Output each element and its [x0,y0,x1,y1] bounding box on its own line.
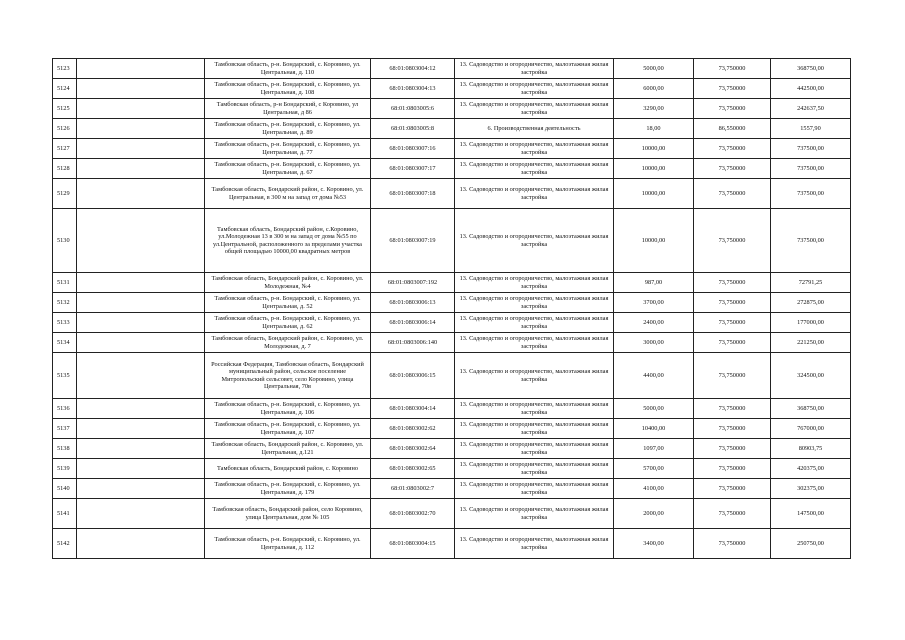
cadastral-number-cell: 68:01:0803007:18 [371,179,455,209]
table-row [53,313,851,333]
area-cell: 5000,00 [614,59,694,79]
table-row [53,159,851,179]
empty-cell [77,399,205,419]
cadastral-number-cell: 68:01:0803002:62 [371,419,455,439]
table-row [53,79,851,99]
area-cell: 6000,00 [614,79,694,99]
address-cell: Тамбовская область, р-н Бондарский, с Коровино, ул Центральная, д 86 [205,99,371,119]
cadastral-number-cell: 68:01:0803005:6 [371,99,455,119]
land-use-cell: 13. Садоводство и огородничество, малоэтажная жилая застройка [455,209,614,273]
cadastral-value-cell: 302375,00 [771,479,851,499]
address-cell: Тамбовская область, р-н. Бондарский, с. Коровино, ул. Центральная, д. 179 [205,479,371,499]
row-number: 5131 [53,273,77,293]
specific-value-cell: 73,750000 [694,139,771,159]
cadastral-value-cell: 767000,00 [771,419,851,439]
land-use-cell: 13. Садоводство и огородничество, малоэтажная жилая застройка [455,293,614,313]
specific-value-cell: 86,550000 [694,119,771,139]
area-cell: 3290,00 [614,99,694,119]
address-cell: Тамбовская область, р-н. Бондарский, с. Коровино, ул. Центральная, д. 108 [205,79,371,99]
specific-value-cell: 73,750000 [694,179,771,209]
cadastral-number-cell: 68:01:0803002:65 [371,459,455,479]
land-use-cell: 13. Садоводство и огородничество, малоэтажная жилая застройка [455,59,614,79]
land-use-cell: 13. Садоводство и огородничество, малоэтажная жилая застройка [455,99,614,119]
cadastral-number-cell: 68:01:0803002:7 [371,479,455,499]
row-number: 5133 [53,313,77,333]
cadastral-value-cell: 147500,00 [771,499,851,529]
address-cell: Тамбовская область, р-н. Бондарский, с. Коровино, ул. Центральная, д. 77 [205,139,371,159]
cadastral-value-cell: 737500,00 [771,179,851,209]
row-number: 5125 [53,99,77,119]
area-cell: 5700,00 [614,459,694,479]
area-cell: 4100,00 [614,479,694,499]
cadastral-value-cell: 368750,00 [771,399,851,419]
cadastral-number-cell: 68:01:0803007:17 [371,159,455,179]
specific-value-cell: 73,750000 [694,439,771,459]
row-number: 5136 [53,399,77,419]
row-number: 5140 [53,479,77,499]
area-cell: 4400,00 [614,353,694,399]
row-number: 5139 [53,459,77,479]
land-use-cell: 13. Садоводство и огородничество, малоэтажная жилая застройка [455,499,614,529]
cadastral-number-cell: 68:01:0803007:19 [371,209,455,273]
cadastral-number-cell: 68:01:0803006:14 [371,313,455,333]
table-row [53,119,851,139]
empty-cell [77,479,205,499]
empty-cell [77,59,205,79]
land-use-cell: 6. Производственная деятельность [455,119,614,139]
empty-cell [77,529,205,559]
empty-cell [77,273,205,293]
empty-cell [77,79,205,99]
specific-value-cell: 73,750000 [694,399,771,419]
area-cell: 5000,00 [614,399,694,419]
row-number: 5142 [53,529,77,559]
table-row [53,333,851,353]
row-number: 5126 [53,119,77,139]
cadastral-number-cell: 68:01:0803006:15 [371,353,455,399]
address-cell: Тамбовская область, р-н. Бондарский, с. Коровино, ул. Центральная, д. 106 [205,399,371,419]
area-cell: 2000,00 [614,499,694,529]
cadastral-value-cell: 177000,00 [771,313,851,333]
area-cell: 1097,00 [614,439,694,459]
area-cell: 3400,00 [614,529,694,559]
cadastral-value-cell: 442500,00 [771,79,851,99]
land-use-cell: 13. Садоводство и огородничество, малоэтажная жилая застройка [455,353,614,399]
specific-value-cell: 73,750000 [694,209,771,273]
cadastral-number-cell: 68:01:0803005:8 [371,119,455,139]
cadastral-number-cell: 68:01:0803004:14 [371,399,455,419]
specific-value-cell: 73,750000 [694,313,771,333]
cadastral-value-cell: 737500,00 [771,139,851,159]
table-row [53,353,851,399]
specific-value-cell: 73,750000 [694,459,771,479]
specific-value-cell: 73,750000 [694,99,771,119]
land-use-cell: 13. Садоводство и огородничество, малоэтажная жилая застройка [455,529,614,559]
cadastral-number-cell: 68:01:0803002:70 [371,499,455,529]
row-number: 5132 [53,293,77,313]
area-cell: 18,00 [614,119,694,139]
table-row [53,529,851,559]
cadastral-value-cell: 324500,00 [771,353,851,399]
row-number: 5138 [53,439,77,459]
land-use-cell: 13. Садоводство и огородничество, малоэтажная жилая застройка [455,159,614,179]
row-number: 5141 [53,499,77,529]
cadastral-value-cell: 72791,25 [771,273,851,293]
empty-cell [77,333,205,353]
empty-cell [77,313,205,333]
address-cell: Тамбовская область, р-н. Бондарский, с. Коровино, ул. Центральная, д. 89 [205,119,371,139]
area-cell: 10000,00 [614,159,694,179]
specific-value-cell: 73,750000 [694,79,771,99]
address-cell: Тамбовская область, Бондарский район, с. Коровино, ул. Молодежная, д. 7 [205,333,371,353]
area-cell: 10000,00 [614,179,694,209]
land-use-cell: 13. Садоводство и огородничество, малоэтажная жилая застройка [455,459,614,479]
cadastral-value-cell: 420375,00 [771,459,851,479]
table-row [53,479,851,499]
specific-value-cell: 73,750000 [694,499,771,529]
address-cell: Тамбовская область, р-н. Бондарский, с. Коровино, ул. Центральная, д. 107 [205,419,371,439]
address-cell: Тамбовская область, Бондарский район, с. Коровино, ул. Центральная, д.121 [205,439,371,459]
empty-cell [77,119,205,139]
specific-value-cell: 73,750000 [694,293,771,313]
table-row [53,179,851,209]
table-row [53,459,851,479]
address-cell: Тамбовская область, р-н. Бондарский, с. Коровино, ул. Центральная, д. 110 [205,59,371,79]
area-cell: 3000,00 [614,333,694,353]
row-number: 5135 [53,353,77,399]
empty-cell [77,99,205,119]
address-cell: Тамбовская область, р-н. Бондарский, с. Коровино, ул. Центральная, д. 67 [205,159,371,179]
address-cell: Тамбовская область, Бондарский район, село Коровино, улица Центральная, дом № 105 [205,499,371,529]
cadastral-number-cell: 68:01:0803006:13 [371,293,455,313]
cadastral-value-cell: 1557,90 [771,119,851,139]
land-use-cell: 13. Садоводство и огородничество, малоэтажная жилая застройка [455,313,614,333]
empty-cell [77,419,205,439]
table-row [53,99,851,119]
area-cell: 10000,00 [614,209,694,273]
cadastral-value-cell: 737500,00 [771,209,851,273]
area-cell: 10000,00 [614,139,694,159]
cadastral-value-cell: 221250,00 [771,333,851,353]
land-use-cell: 13. Садоводство и огородничество, малоэтажная жилая застройка [455,479,614,499]
empty-cell [77,293,205,313]
table-row [53,209,851,273]
row-number: 5124 [53,79,77,99]
empty-cell [77,159,205,179]
cadastral-value-table [52,58,851,559]
land-use-cell: 13. Садоводство и огородничество, малоэтажная жилая застройка [455,179,614,209]
row-number: 5130 [53,209,77,273]
table-row [53,419,851,439]
land-use-cell: 13. Садоводство и огородничество, малоэтажная жилая застройка [455,333,614,353]
row-number: 5137 [53,419,77,439]
row-number: 5127 [53,139,77,159]
address-cell: Тамбовская область, р-н. Бондарский, с. Коровино, ул. Центральная, д. 52 [205,293,371,313]
area-cell: 3700,00 [614,293,694,313]
cadastral-number-cell: 68:01:0803004:12 [371,59,455,79]
row-number: 5129 [53,179,77,209]
specific-value-cell: 73,750000 [694,59,771,79]
address-cell: Тамбовская область, Бондарский район, с. Коровино [205,459,371,479]
cadastral-value-cell: 272875,00 [771,293,851,313]
area-cell: 10400,00 [614,419,694,439]
table-row [53,139,851,159]
empty-cell [77,353,205,399]
empty-cell [77,439,205,459]
cadastral-value-cell: 80903,75 [771,439,851,459]
cadastral-number-cell: 68:01:0803007:16 [371,139,455,159]
land-use-cell: 13. Садоводство и огородничество, малоэтажная жилая застройка [455,273,614,293]
cadastral-number-cell: 68:01:0803007:192 [371,273,455,293]
specific-value-cell: 73,750000 [694,529,771,559]
cadastral-number-cell: 68:01:0803002:64 [371,439,455,459]
area-cell: 987,00 [614,273,694,293]
empty-cell [77,179,205,209]
specific-value-cell: 73,750000 [694,353,771,399]
cadastral-number-cell: 68:01:0803004:13 [371,79,455,99]
specific-value-cell: 73,750000 [694,419,771,439]
cadastral-value-cell: 250750,00 [771,529,851,559]
address-cell: Российская Федерация, Тамбовская область, Бондарский муниципальный район, сельское поселение Митропольский сельсовет, село Коровино, улица Центральная, 70в [205,353,371,399]
empty-cell [77,459,205,479]
address-cell: Тамбовская область, Бондарский район, с. Коровино, ул. Молодежная, №4 [205,273,371,293]
table-row [53,439,851,459]
address-cell: Тамбовская область, Бондарский район, с. Коровино, ул. Центральная, в 300 м на запад от дома №53 [205,179,371,209]
table-row [53,273,851,293]
address-cell: Тамбовская область, р-н. Бондарский, с. Коровино, ул. Центральная, д. 112 [205,529,371,559]
table-row [53,293,851,313]
address-cell: Тамбовская область, р-н. Бондарский, с. Коровино, ул. Центральная, д. 62 [205,313,371,333]
cadastral-value-cell: 368750,00 [771,59,851,79]
land-use-cell: 13. Садоводство и огородничество, малоэтажная жилая застройка [455,139,614,159]
specific-value-cell: 73,750000 [694,333,771,353]
cadastral-number-cell: 68:01:0803004:15 [371,529,455,559]
specific-value-cell: 73,750000 [694,273,771,293]
table-row [53,499,851,529]
row-number: 5128 [53,159,77,179]
cadastral-number-cell: 68:01:0803006:140 [371,333,455,353]
empty-cell [77,209,205,273]
land-use-cell: 13. Садоводство и огородничество, малоэтажная жилая застройка [455,79,614,99]
empty-cell [77,139,205,159]
land-use-cell: 13. Садоводство и огородничество, малоэтажная жилая застройка [455,399,614,419]
specific-value-cell: 73,750000 [694,479,771,499]
area-cell: 2400,00 [614,313,694,333]
specific-value-cell: 73,750000 [694,159,771,179]
land-use-cell: 13. Садоводство и огородничество, малоэтажная жилая застройка [455,439,614,459]
cadastral-value-cell: 737500,00 [771,159,851,179]
table-row [53,399,851,419]
cadastral-value-cell: 242637,50 [771,99,851,119]
table-row [53,59,851,79]
land-use-cell: 13. Садоводство и огородничество, малоэтажная жилая застройка [455,419,614,439]
empty-cell [77,499,205,529]
row-number: 5123 [53,59,77,79]
address-cell: Тамбовская область, Бондарский район, с.Коровино, ул.Молодежная 13 в 300 м на запад от дома №55 по ул.Центральной, расположенного за пределами участка общей площадью 10000,00 квадратных метров [205,209,371,273]
row-number: 5134 [53,333,77,353]
